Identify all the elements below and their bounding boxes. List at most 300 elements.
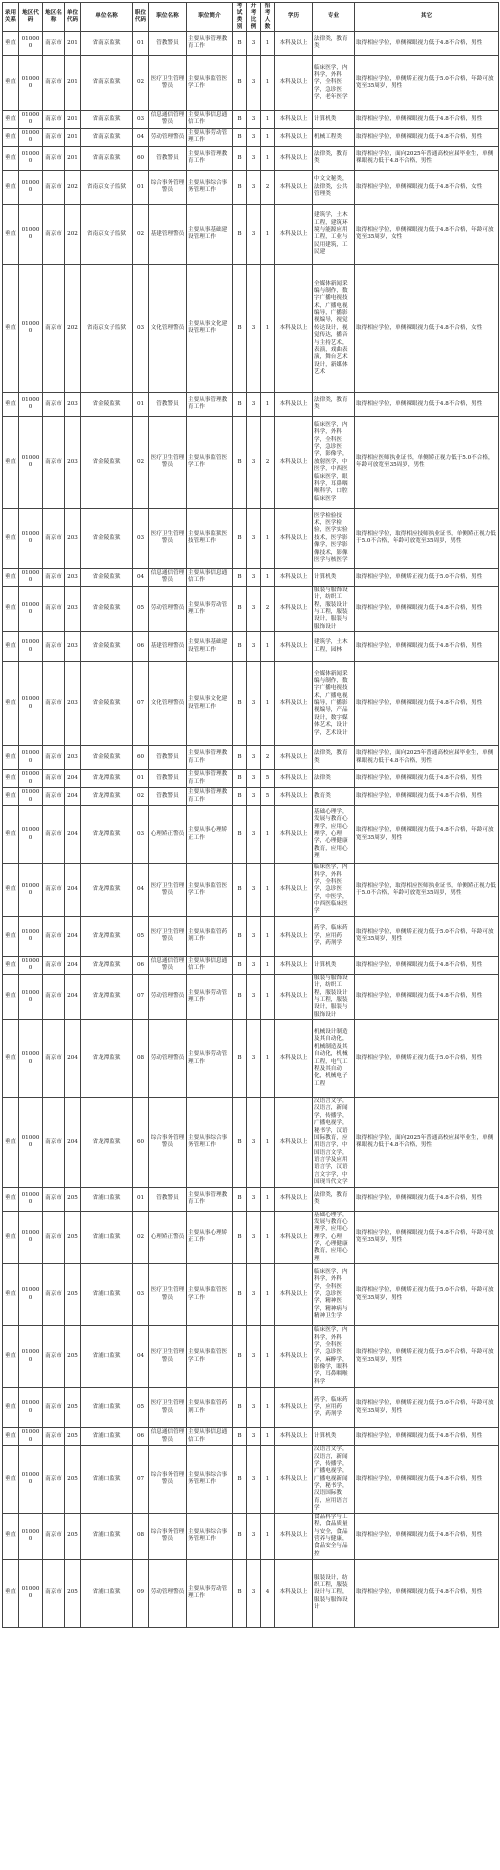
cell-position-code: 01: [133, 1187, 149, 1211]
cell-education: 本科及以上: [275, 788, 313, 806]
cell-unit-code: 201: [65, 146, 81, 170]
cell-recruit-count: 1: [261, 1098, 275, 1188]
cell-recruit-count: 1: [261, 55, 275, 110]
cell-region-name: 南京市: [43, 170, 65, 204]
cell-recruit-count: 2: [261, 170, 275, 204]
cell-other-requirements: 取得相应学位，单侧裸眼视力低于4.8不合格，男性: [355, 1428, 499, 1446]
cell-position-code: 01: [133, 770, 149, 788]
table-row: [3, 1264, 499, 1326]
cell-unit-code: 204: [65, 1020, 81, 1098]
header-exam-ratio: 开考比例: [247, 3, 261, 32]
cell-region-code: 010000: [19, 974, 43, 1019]
cell-unit-name: 省金陵监狱: [81, 568, 133, 586]
cell-relation: 垂直: [3, 508, 19, 568]
cell-exam-category: B: [233, 204, 247, 264]
cell-relation: 垂直: [3, 392, 19, 416]
cell-exam-ratio: 3: [247, 1388, 261, 1428]
cell-recruit-count: 1: [261, 1187, 275, 1211]
cell-exam-category: B: [233, 788, 247, 806]
cell-position-desc: 主要从事综合事务管理工作: [187, 170, 233, 204]
cell-region-code: 010000: [19, 1187, 43, 1211]
cell-unit-name: 省浦口监狱: [81, 1211, 133, 1264]
cell-other-requirements: 取得相应学位，单侧裸眼视力低于4.8不合格，男性: [355, 110, 499, 128]
cell-region-name: 南京市: [43, 1326, 65, 1388]
cell-region-code: 010000: [19, 770, 43, 788]
cell-exam-category: B: [233, 170, 247, 204]
cell-region-code: 010000: [19, 264, 43, 392]
cell-exam-category: B: [233, 1098, 247, 1188]
cell-exam-ratio: 3: [247, 956, 261, 974]
cell-region-code: 010000: [19, 662, 43, 746]
table-row: [3, 55, 499, 110]
cell-unit-name: 省龙潭监狱: [81, 916, 133, 956]
cell-recruit-count: 1: [261, 110, 275, 128]
cell-unit-code: 205: [65, 1326, 81, 1388]
cell-relation: 垂直: [3, 416, 19, 508]
cell-position-name: 医疗卫生管理警员: [149, 1326, 187, 1388]
cell-unit-name: 省龙潭监狱: [81, 956, 133, 974]
cell-recruit-count: 2: [261, 416, 275, 508]
cell-unit-name: 省龙潭监狱: [81, 770, 133, 788]
cell-position-desc: 主要从事基础建设管理工作: [187, 632, 233, 662]
cell-major: 食品科学与工程，食品质量与安全，食品营养与健康，食品安全与品控: [313, 1513, 355, 1559]
cell-unit-name: 省金陵监狱: [81, 508, 133, 568]
cell-region-name: 南京市: [43, 55, 65, 110]
cell-other-requirements: 取得相应学位，单侧矫正视力低于5.0不合格，年龄可放宽至35周岁，男性: [355, 55, 499, 110]
cell-exam-category: B: [233, 916, 247, 956]
cell-unit-code: 205: [65, 1388, 81, 1428]
cell-relation: 垂直: [3, 1264, 19, 1326]
cell-exam-ratio: 3: [247, 128, 261, 146]
table-row: [3, 1428, 499, 1446]
table-row: [3, 662, 499, 746]
cell-education: 本科及以上: [275, 392, 313, 416]
cell-relation: 垂直: [3, 146, 19, 170]
cell-unit-name: 省浦口监狱: [81, 1264, 133, 1326]
cell-other-requirements: 取得相应学位，单侧矫正视力低于5.0不合格，男性: [355, 568, 499, 586]
cell-position-name: 医疗卫生管理警员: [149, 1388, 187, 1428]
cell-position-name: 劳动管理警员: [149, 1559, 187, 1627]
cell-position-name: 信息通信管理警员: [149, 1428, 187, 1446]
cell-region-code: 010000: [19, 146, 43, 170]
cell-unit-name: 省金陵监狱: [81, 586, 133, 631]
cell-major: 汉语言文学，汉语言，新闻学，传播学，广播电视学，广播电视新闻学，秘书学，汉语国际教育，应用语言学: [313, 1446, 355, 1513]
cell-major: 临床医学，内科学，外科学，全科医学，急诊医学，影像学，放射医学，中医学，中西医临床医学，眼科学，耳鼻咽喉科学，口腔临床医学: [313, 416, 355, 508]
cell-position-desc: 主要从事基础建设管理工作: [187, 204, 233, 264]
cell-exam-ratio: 3: [247, 770, 261, 788]
cell-education: 本科及以上: [275, 662, 313, 746]
cell-major: 汉语言文学，汉语言，新闻学，传播学，广播电视学，秘书学，汉语国际教育，应用语言学，中国语言文学，语言学及应用语言学，汉语言文字学，中国现当代文学: [313, 1098, 355, 1188]
cell-other-requirements: 取得相应学位，单侧裸眼视力低于4.8不合格，男性: [355, 662, 499, 746]
table-row: [3, 586, 499, 631]
cell-exam-ratio: 3: [247, 974, 261, 1019]
cell-position-name: 医疗卫生管理警员: [149, 508, 187, 568]
cell-region-code: 010000: [19, 170, 43, 204]
cell-exam-ratio: 3: [247, 916, 261, 956]
table-row: [3, 1513, 499, 1559]
cell-major: 计算机类: [313, 110, 355, 128]
cell-position-desc: 主要从事监管药剂工作: [187, 1388, 233, 1428]
cell-position-code: 05: [133, 1388, 149, 1428]
cell-relation: 垂直: [3, 170, 19, 204]
header-region-name: 地区名称: [43, 3, 65, 32]
cell-unit-name: 省金陵监狱: [81, 746, 133, 770]
cell-region-name: 南京市: [43, 788, 65, 806]
cell-relation: 垂直: [3, 1428, 19, 1446]
cell-exam-category: B: [233, 568, 247, 586]
cell-region-code: 010000: [19, 746, 43, 770]
cell-education: 本科及以上: [275, 864, 313, 917]
cell-position-desc: 主要从事管理教育工作: [187, 746, 233, 770]
cell-unit-code: 203: [65, 746, 81, 770]
cell-exam-ratio: 3: [247, 1428, 261, 1446]
cell-recruit-count: 1: [261, 31, 275, 55]
cell-region-code: 010000: [19, 864, 43, 917]
cell-other-requirements: 取得相应学位，单侧裸眼视力低于4.8不合格，年龄可放宽至35周岁，男性: [355, 1211, 499, 1264]
cell-exam-category: B: [233, 1559, 247, 1627]
cell-exam-category: B: [233, 1020, 247, 1098]
cell-major: 基础心理学，发展与教育心理学，应用心理学，心理学，心理健康教育，应用心理: [313, 806, 355, 864]
cell-education: 本科及以上: [275, 1098, 313, 1188]
cell-unit-name: 省南京监狱: [81, 110, 133, 128]
cell-relation: 垂直: [3, 864, 19, 917]
cell-major: 计算机类: [313, 956, 355, 974]
cell-exam-category: B: [233, 1326, 247, 1388]
cell-exam-ratio: 3: [247, 110, 261, 128]
cell-position-desc: 主要从事文化建设管理工作: [187, 264, 233, 392]
cell-other-requirements: 取得相应医师执业证书，单侧矫正视力低于5.0不合格，年龄可放宽至35周岁，男性: [355, 416, 499, 508]
cell-relation: 垂直: [3, 1187, 19, 1211]
cell-region-code: 010000: [19, 568, 43, 586]
cell-exam-ratio: 3: [247, 1264, 261, 1326]
cell-unit-code: 205: [65, 1513, 81, 1559]
cell-position-code: 05: [133, 586, 149, 631]
cell-region-code: 010000: [19, 110, 43, 128]
cell-unit-name: 省龙潭监狱: [81, 1098, 133, 1188]
cell-unit-code: 201: [65, 128, 81, 146]
cell-unit-name: 省南京女子监狱: [81, 170, 133, 204]
cell-region-name: 南京市: [43, 746, 65, 770]
cell-unit-code: 201: [65, 110, 81, 128]
cell-exam-ratio: 3: [247, 416, 261, 508]
cell-relation: 垂直: [3, 1211, 19, 1264]
cell-major: 药学，临床药学，应用药学，药剂学: [313, 1388, 355, 1428]
cell-unit-code: 204: [65, 916, 81, 956]
cell-region-name: 南京市: [43, 956, 65, 974]
cell-major: 机械工程类: [313, 128, 355, 146]
cell-major: 法律类，教育类: [313, 746, 355, 770]
cell-position-desc: 主要从事劳动管理工作: [187, 128, 233, 146]
cell-position-name: 管教警员: [149, 770, 187, 788]
cell-other-requirements: 取得相应学位，面向2025年普通高校应届毕业生，单侧裸眼视力低于4.8不合格，男性: [355, 1098, 499, 1188]
cell-region-code: 010000: [19, 1264, 43, 1326]
cell-position-desc: 主要从事监管医学工作: [187, 1326, 233, 1388]
cell-unit-name: 省龙潭监狱: [81, 864, 133, 917]
table-row: [3, 1559, 499, 1627]
cell-other-requirements: 取得相应学位，单侧矫正视力低于5.0不合格，年龄可放宽至35周岁，男性: [355, 1388, 499, 1428]
cell-position-name: 基建管理警员: [149, 204, 187, 264]
cell-relation: 垂直: [3, 1388, 19, 1428]
cell-recruit-count: 1: [261, 806, 275, 864]
header-education: 学历: [275, 3, 313, 32]
table-row: [3, 788, 499, 806]
cell-relation: 垂直: [3, 956, 19, 974]
cell-relation: 垂直: [3, 264, 19, 392]
cell-education: 本科及以上: [275, 586, 313, 631]
cell-unit-code: 203: [65, 416, 81, 508]
cell-exam-ratio: 3: [247, 788, 261, 806]
cell-exam-ratio: 3: [247, 31, 261, 55]
cell-education: 本科及以上: [275, 746, 313, 770]
table-body: [3, 31, 499, 1627]
cell-major: 临床医学，内科学，外科学，全科医学，急诊医学，老年医学: [313, 55, 355, 110]
cell-major: 临床医学，内科学，外科学，全科医学，急诊医学，中医学，中西医临床医学: [313, 864, 355, 917]
cell-region-code: 010000: [19, 1559, 43, 1627]
cell-major: 中文文秘类，法律类，公共管理类: [313, 170, 355, 204]
cell-position-desc: 主要从事管理教育工作: [187, 31, 233, 55]
cell-other-requirements: 取得相应学位，面向2025年普通高校应届毕业生，单侧裸眼视力低于4.8不合格，男性: [355, 146, 499, 170]
cell-position-desc: 主要从事综合事务管理工作: [187, 1098, 233, 1188]
cell-position-code: 07: [133, 974, 149, 1019]
cell-relation: 垂直: [3, 1559, 19, 1627]
cell-unit-code: 203: [65, 586, 81, 631]
cell-region-code: 010000: [19, 632, 43, 662]
cell-unit-name: 省龙潭监狱: [81, 1020, 133, 1098]
cell-unit-code: 204: [65, 806, 81, 864]
cell-recruit-count: 1: [261, 956, 275, 974]
cell-position-desc: 主要从事综合事务管理工作: [187, 1513, 233, 1559]
cell-region-name: 南京市: [43, 146, 65, 170]
cell-education: 本科及以上: [275, 1211, 313, 1264]
cell-unit-name: 省南京监狱: [81, 128, 133, 146]
cell-unit-code: 203: [65, 568, 81, 586]
cell-major: 药学，临床药学，应用药学，药剂学: [313, 916, 355, 956]
cell-recruit-count: 1: [261, 1020, 275, 1098]
cell-unit-code: 202: [65, 264, 81, 392]
cell-other-requirements: 取得相应学位，单侧裸眼视力低于4.8不合格，女性: [355, 264, 499, 392]
cell-position-code: 04: [133, 568, 149, 586]
cell-position-code: 60: [133, 746, 149, 770]
cell-region-name: 南京市: [43, 864, 65, 917]
cell-region-name: 南京市: [43, 1020, 65, 1098]
cell-education: 本科及以上: [275, 916, 313, 956]
cell-relation: 垂直: [3, 974, 19, 1019]
header-position-code: 职位代码: [133, 3, 149, 32]
header-relation: 录用关系: [3, 3, 19, 32]
cell-position-name: 管教警员: [149, 788, 187, 806]
header-major: 专业: [313, 3, 355, 32]
cell-position-name: 心理矫正警员: [149, 806, 187, 864]
cell-position-code: 04: [133, 864, 149, 917]
cell-region-code: 010000: [19, 1446, 43, 1513]
cell-exam-ratio: 3: [247, 1211, 261, 1264]
cell-region-code: 010000: [19, 788, 43, 806]
cell-position-name: 文化管理警员: [149, 662, 187, 746]
cell-recruit-count: 1: [261, 864, 275, 917]
cell-position-desc: 主要从事监管医学工作: [187, 1264, 233, 1326]
cell-position-code: 07: [133, 662, 149, 746]
cell-other-requirements: 取得相应学位，单侧裸眼视力低于4.8不合格，男性: [355, 128, 499, 146]
cell-position-desc: 主要从事信息通信工作: [187, 110, 233, 128]
header-position-desc: 职位简介: [187, 3, 233, 32]
cell-position-code: 01: [133, 31, 149, 55]
cell-position-code: 02: [133, 788, 149, 806]
cell-major: 法律类: [313, 770, 355, 788]
cell-position-name: 信息通信管理警员: [149, 110, 187, 128]
cell-unit-code: 203: [65, 632, 81, 662]
cell-position-code: 09: [133, 1559, 149, 1627]
cell-education: 本科及以上: [275, 55, 313, 110]
cell-exam-ratio: 3: [247, 146, 261, 170]
cell-position-name: 文化管理警员: [149, 264, 187, 392]
cell-exam-category: B: [233, 55, 247, 110]
cell-position-code: 03: [133, 508, 149, 568]
cell-position-code: 04: [133, 1326, 149, 1388]
cell-exam-category: B: [233, 1264, 247, 1326]
cell-recruit-count: 1: [261, 1211, 275, 1264]
cell-recruit-count: 1: [261, 204, 275, 264]
cell-unit-code: 204: [65, 864, 81, 917]
cell-unit-code: 205: [65, 1428, 81, 1446]
cell-position-desc: 主要从事管理教育工作: [187, 1187, 233, 1211]
cell-major: 法律类，教育类: [313, 31, 355, 55]
cell-position-name: 信息通信管理警员: [149, 568, 187, 586]
cell-other-requirements: 取得相应学位，单侧裸眼视力低于4.8不合格，男性: [355, 1446, 499, 1513]
cell-other-requirements: 取得相应学位，单侧矫正视力低于5.0不合格，男性: [355, 1020, 499, 1098]
cell-exam-ratio: 3: [247, 568, 261, 586]
cell-education: 本科及以上: [275, 128, 313, 146]
table-row: [3, 1098, 499, 1188]
table-row: [3, 1187, 499, 1211]
cell-relation: 垂直: [3, 788, 19, 806]
table-row: [3, 1211, 499, 1264]
cell-education: 本科及以上: [275, 568, 313, 586]
table-row: [3, 1326, 499, 1388]
table-row: [3, 974, 499, 1019]
cell-major: 法律类，教育类: [313, 392, 355, 416]
cell-major: 全媒体新闻采编与制作，数字广播电视技术，广播电视编导，广播影视编导，视觉传达设计，视觉传达，播音与主持艺术，表演，戏曲表演，舞台艺术设计，新媒体艺术: [313, 264, 355, 392]
cell-unit-name: 省浦口监狱: [81, 1388, 133, 1428]
cell-relation: 垂直: [3, 806, 19, 864]
cell-position-code: 06: [133, 632, 149, 662]
cell-region-code: 010000: [19, 508, 43, 568]
table-row: [3, 1446, 499, 1513]
cell-unit-name: 省金陵监狱: [81, 392, 133, 416]
cell-education: 本科及以上: [275, 770, 313, 788]
cell-recruit-count: 2: [261, 746, 275, 770]
cell-unit-code: 204: [65, 770, 81, 788]
header-recruit-count: 招考人数: [261, 3, 275, 32]
cell-position-name: 劳动管理警员: [149, 586, 187, 631]
cell-exam-category: B: [233, 1187, 247, 1211]
cell-relation: 垂直: [3, 916, 19, 956]
table-row: [3, 392, 499, 416]
cell-relation: 垂直: [3, 746, 19, 770]
cell-position-code: 60: [133, 146, 149, 170]
cell-unit-code: 203: [65, 662, 81, 746]
cell-exam-ratio: 3: [247, 1020, 261, 1098]
cell-other-requirements: 取得相应学位，单侧裸眼视力低于4.8不合格，男性: [355, 31, 499, 55]
cell-unit-code: 203: [65, 508, 81, 568]
header-unit-code: 单位代码: [65, 3, 81, 32]
cell-exam-category: B: [233, 1388, 247, 1428]
table-row: [3, 264, 499, 392]
cell-exam-ratio: 3: [247, 1446, 261, 1513]
cell-unit-name: 省南京监狱: [81, 31, 133, 55]
cell-other-requirements: 取得相应学位，单侧裸眼视力低于4.8不合格，男性: [355, 1513, 499, 1559]
cell-major: 医学检验技术，医学检验，医学实验技术，医学影像学，医学影像技术，影像医学与核医学: [313, 508, 355, 568]
cell-unit-code: 203: [65, 392, 81, 416]
cell-other-requirements: 取得相应学位，单侧矫正视力低于5.0不合格，年龄可放宽至35周岁，男性: [355, 1264, 499, 1326]
cell-relation: 垂直: [3, 1098, 19, 1188]
cell-region-name: 南京市: [43, 974, 65, 1019]
cell-position-code: 08: [133, 1513, 149, 1559]
cell-major: 临床医学，内科学，外科学，全科医学，急诊医学，麻醉学，影像学，眼科学，耳鼻咽喉科学: [313, 1326, 355, 1388]
cell-position-desc: 主要从事监管医学工作: [187, 864, 233, 917]
cell-exam-category: B: [233, 146, 247, 170]
cell-other-requirements: 取得相应学位，单侧裸眼视力低于4.8不合格，男性: [355, 1559, 499, 1627]
cell-exam-ratio: 3: [247, 632, 261, 662]
cell-position-name: 医疗卫生管理警员: [149, 916, 187, 956]
cell-position-name: 管教警员: [149, 31, 187, 55]
cell-exam-ratio: 3: [247, 1559, 261, 1627]
cell-region-name: 南京市: [43, 31, 65, 55]
cell-relation: 垂直: [3, 1020, 19, 1098]
cell-exam-category: B: [233, 1428, 247, 1446]
cell-unit-name: 省金陵监狱: [81, 632, 133, 662]
cell-position-desc: 主要从事管理教育工作: [187, 770, 233, 788]
cell-region-name: 南京市: [43, 662, 65, 746]
cell-region-name: 南京市: [43, 1264, 65, 1326]
cell-unit-code: 201: [65, 31, 81, 55]
cell-recruit-count: 5: [261, 788, 275, 806]
cell-major: 计算机类: [313, 1428, 355, 1446]
cell-position-code: 06: [133, 1428, 149, 1446]
cell-unit-name: 省南京监狱: [81, 55, 133, 110]
cell-position-code: 03: [133, 110, 149, 128]
cell-unit-code: 201: [65, 55, 81, 110]
cell-other-requirements: 取得相应学位，单侧裸眼视力低于4.8不合格，年龄可放宽至35周岁，男性: [355, 806, 499, 864]
header-other-requirements: 其它: [355, 3, 499, 32]
cell-region-name: 南京市: [43, 392, 65, 416]
cell-region-code: 010000: [19, 1020, 43, 1098]
cell-recruit-count: 2: [261, 586, 275, 631]
cell-recruit-count: 1: [261, 1326, 275, 1388]
cell-exam-category: B: [233, 806, 247, 864]
cell-exam-category: B: [233, 416, 247, 508]
cell-region-code: 010000: [19, 1326, 43, 1388]
cell-other-requirements: 取得相应学位，单侧裸眼视力低于4.8不合格，年龄可放宽至35周岁，女性: [355, 204, 499, 264]
cell-education: 本科及以上: [275, 1428, 313, 1446]
cell-education: 本科及以上: [275, 974, 313, 1019]
cell-recruit-count: 1: [261, 128, 275, 146]
cell-unit-name: 省龙潭监狱: [81, 788, 133, 806]
table-row: [3, 416, 499, 508]
cell-exam-ratio: 3: [247, 662, 261, 746]
table-row: [3, 746, 499, 770]
cell-relation: 垂直: [3, 568, 19, 586]
cell-exam-ratio: 3: [247, 392, 261, 416]
cell-education: 本科及以上: [275, 1388, 313, 1428]
cell-unit-name: 省龙潭监狱: [81, 974, 133, 1019]
cell-exam-category: B: [233, 746, 247, 770]
table-row: [3, 31, 499, 55]
cell-region-code: 010000: [19, 416, 43, 508]
cell-region-name: 南京市: [43, 1211, 65, 1264]
cell-position-code: 02: [133, 1211, 149, 1264]
cell-position-code: 03: [133, 806, 149, 864]
cell-exam-ratio: 3: [247, 1098, 261, 1188]
